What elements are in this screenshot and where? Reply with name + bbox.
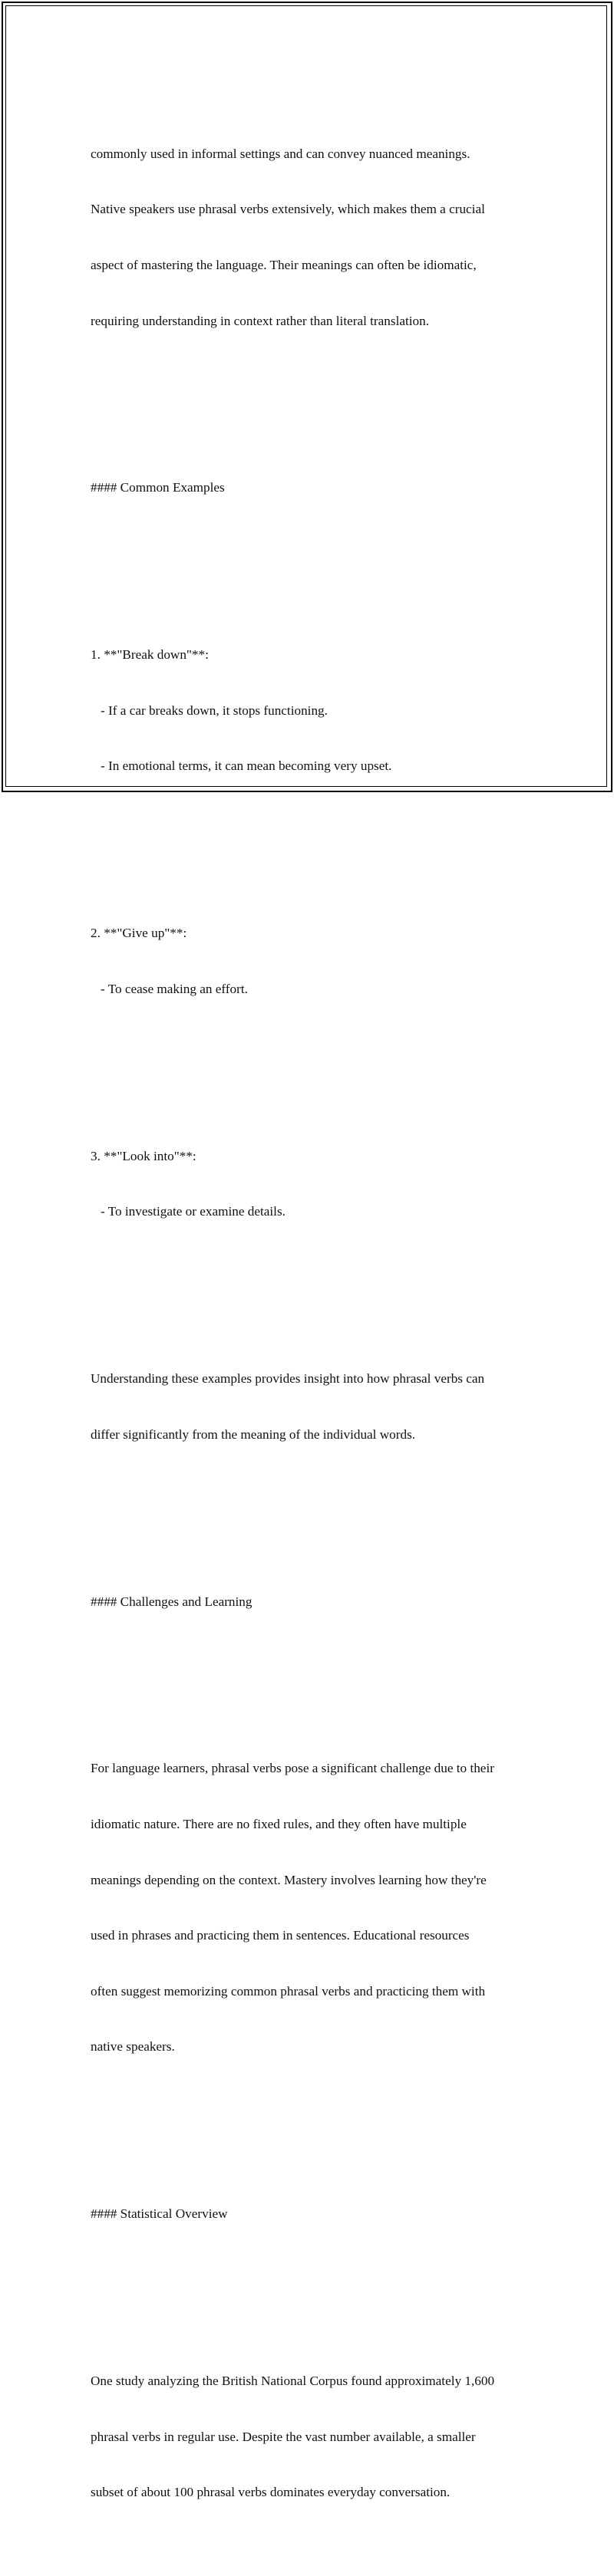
example-bullet: - If a car breaks down, it stops functioning. <box>101 702 328 718</box>
example-2 <box>91 887 551 1036</box>
text-line: subset of about 100 phrasal verbs dominates everyday conversation. <box>91 2485 451 2500</box>
example-bullet: - To investigate or examine details. <box>101 1204 286 1219</box>
text-line: differ significantly from the meaning of the individual words. <box>91 1426 416 1442</box>
example-bullet: - To cease making an effort. <box>101 981 248 996</box>
text-line: One study analyzing the British National Corpus found approximately 1,600 <box>91 2374 495 2389</box>
example-title: 1. **"Break down"**: <box>91 647 209 663</box>
document-body <box>91 71 551 2576</box>
section-heading: #### Common Examples <box>91 480 225 495</box>
heading-challenges <box>91 1555 551 1648</box>
text-line: meanings depending on the context. Mastery involves learning how they're <box>91 1872 487 1887</box>
section-heading: #### Challenges and Learning <box>91 1594 253 1609</box>
text-line: native speakers. <box>91 2039 175 2055</box>
text-line: used in phrases and practicing them in sentences. Educational resources <box>91 1928 470 1943</box>
example-1 <box>91 609 551 813</box>
example-bullet: - In emotional terms, it can mean becoming very upset. <box>101 758 392 774</box>
intro-paragraph <box>91 107 551 367</box>
challenges-paragraph <box>91 1722 551 2094</box>
text-line: idiomatic nature. There are no fixed rules, and they often have multiple <box>91 1816 467 1831</box>
statistics-paragraph <box>91 2335 551 2539</box>
text-line: requiring understanding in context rather than literal translation. <box>91 313 430 328</box>
text-line: aspect of mastering the language. Their meanings can often be idiomatic, <box>91 258 477 273</box>
example-title: 3. **"Look into"**: <box>91 1148 196 1163</box>
text-line: phrasal verbs in regular use. Despite the vast number available, a smaller <box>91 2429 476 2444</box>
text-line: For language learners, phrasal verbs pose a significant challenge due to their <box>91 1761 494 1776</box>
examples-summary-paragraph <box>91 1333 551 1482</box>
text-line: Understanding these examples provides insight into how phrasal verbs can <box>91 1371 485 1387</box>
text-line: often suggest memorizing common phrasal verbs and practicing them with <box>91 1983 486 1999</box>
section-heading: #### Statistical Overview <box>91 2206 228 2222</box>
text-line: commonly used in informal settings and can convey nuanced meanings. <box>91 146 470 161</box>
text-line: Native speakers use phrasal verbs extensively, which makes them a crucial <box>91 202 485 217</box>
heading-common-examples <box>91 442 551 535</box>
heading-statistical-overview <box>91 2168 551 2261</box>
example-3 <box>91 1110 551 1258</box>
example-title: 2. **"Give up"**: <box>91 926 187 941</box>
